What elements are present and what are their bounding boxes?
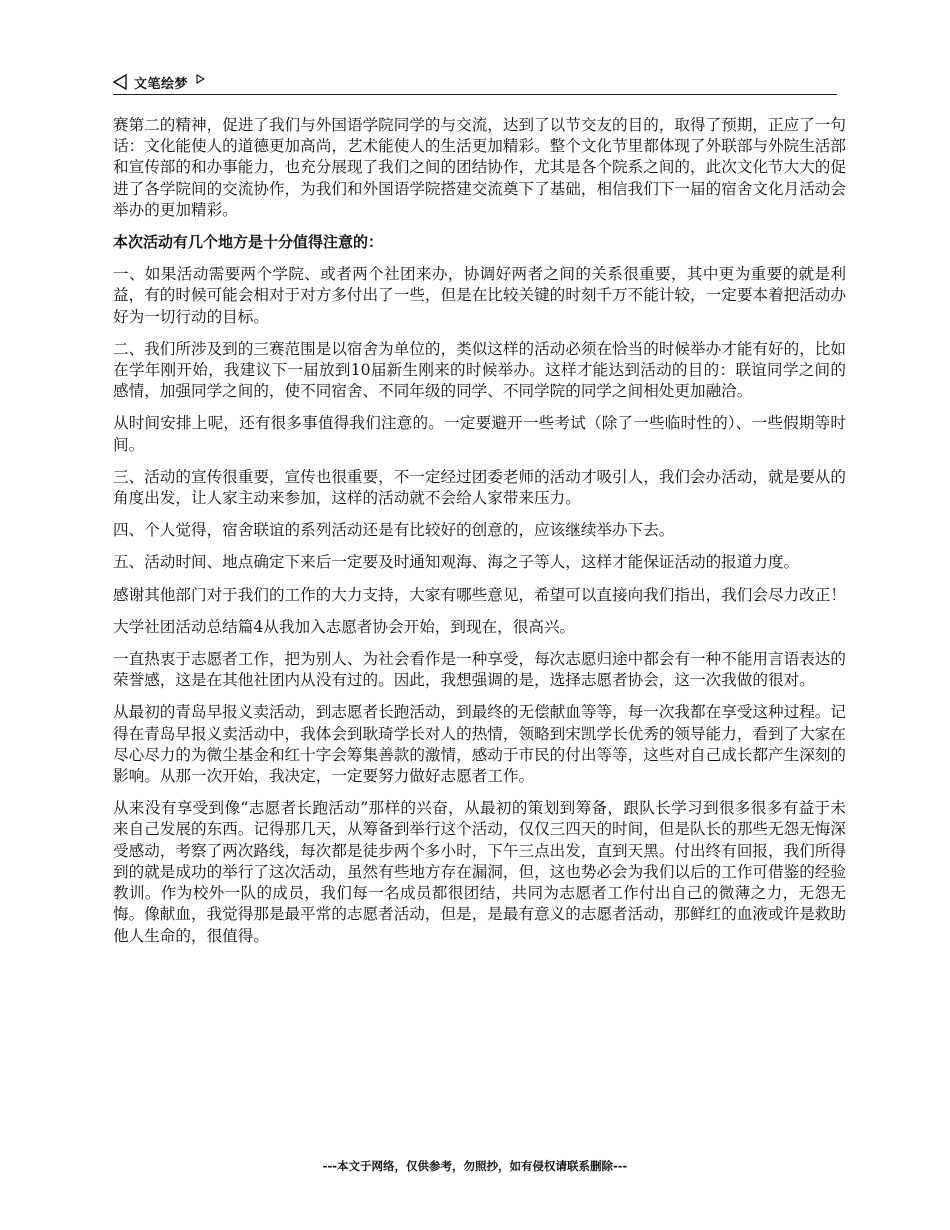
paragraph: 从来没有享受到像“志愿者长跑活动”那样的兴奋，从最初的策划到筹备，跟队长学习到很多很多有益于未来自己发展的东西。记得那几天，从筹备到举行这个活动，仅仅三四天的时间，但是队长的那些无怨无悔深受感动，考察了两次路线，每次都是徒步两个多小时，下午三点出发，直到天黑。付出终有回报，我们所得到的就是成功的举行了这次活动，虽然有些地方存在漏洞，但，这也势必会为我们以后的工作可借鉴的经验教训。作为校外一队的成员，我们每一名成员都很团结，共同为志愿者工作付出自己的微薄之力，无怨无悔。像献血，我觉得那是最平常的志愿者活动，但是，是最有意义的志愿者活动，那鲜红的血液或许是救助他人生命的，很值得。 [113, 799, 846, 945]
paragraph: 大学社团活动总结篇4从我加入志愿者协会开始，到现在，很高兴。 [113, 617, 576, 636]
paragraph: 五、活动时间、地点确定下来后一定要及时通知观海、海之子等人，这样才能保证活动的报道力度。 [113, 553, 800, 572]
paragraph: 二、我们所涉及到的三赛范围是以宿舍为单位的，类似这样的活动必须在恰当的时候举办才能有好的，比如在学年刚开始，我建议下一届放到10届新生刚来的时候举办。这样才能达到活动的目的：联谊同学之间的感情，加强同学之间的，使不同宿舍、不同年级的同学、不同学院的同学之间相处更加融洽。 [113, 339, 846, 401]
paragraph: 一、如果活动需要两个学院、或者两个社团来办，协调好两者之间的关系很重要，其中更为重要的就是利益，有的时候可能会相对于对方多付出了一些，但是在比较关键的时刻千万不能计较，一定要本着把活动办好为一切行动的目标。 [113, 265, 846, 326]
paragraph: 赛第二的精神，促进了我们与外国语学院同学的与交流，达到了以节交友的目的，取得了预期，正应了一句话：文化能使人的道德更加高尚，艺术能使人的生活更加精彩。整个文化节里都体现了外联部与外院生活部和宣传部的和办事能力，也充分展现了我们之间的团结协作，尤其是各个院系之间的，此次文化节大大的促进了各学院间的交流协作，为我们和外国语学院搭建交流奠下了基础，相信我们下一届的宿舍文化月活动会举办的更加精彩。 [113, 116, 846, 219]
header-title: 文笔绘梦 [134, 76, 189, 92]
paragraph: 感谢其他部门对于我们的工作的大力支持，大家有哪些意见，希望可以直接向我们指出，我们会尽力改正！ [113, 585, 846, 604]
document-body [113, 115, 846, 958]
paragraph: 四、个人觉得，宿舍联谊的系列活动还是有比较好的创意的，应该继续举办下去。 [113, 521, 675, 540]
paragraph: 三、活动的宣传很重要，宣传也很重要，不一定经过团委老师的活动才吸引人，我们会办活动，就是要从的角度出发，让人家主动来参加，这样的活动就不会给人家带来压力。 [113, 467, 846, 508]
paragraph: 一直热衷于志愿者工作，把为别人、为社会看作是一种享受，每次志愿归途中都会有一种不能用言语表达的荣誉感，这是在其他社团内从没有过的。因此，我想强调的是，选择志愿者协会，这一次我做的很对。 [113, 650, 846, 690]
right-triangle-outline-icon [196, 74, 205, 84]
paragraph: 从最初的青岛早报义卖活动，到志愿者长跑活动，到最终的无偿献血等等，每一次我都在享受这种过程。记得在青岛早报义卖活动中，我体会到耿琦学长对人的热情，领略到宋凯学长优秀的领导能力，看到了大家在尽心尽力的为微尘基金和红十字会筹集善款的激情，感动于市民的付出等等，这些对自己成长都产生深刻的影响。从那一次开始，我决定，一定要努力做好志愿者工作。 [113, 703, 846, 786]
page-header [113, 70, 837, 95]
page-footer-disclaimer: ---本文于网络，仅供参考，勿照抄，如有侵权请联系删除--- [322, 1159, 628, 1173]
paragraph: 从时间安排上呢，还有很多事值得我们注意的。一定要避开一些考试（除了一些临时性的）、一些假期等时间。 [113, 414, 846, 454]
left-triangle-outline-icon [113, 74, 127, 90]
section-heading: 本次活动有几个地方是十分值得注意的： [113, 233, 384, 252]
